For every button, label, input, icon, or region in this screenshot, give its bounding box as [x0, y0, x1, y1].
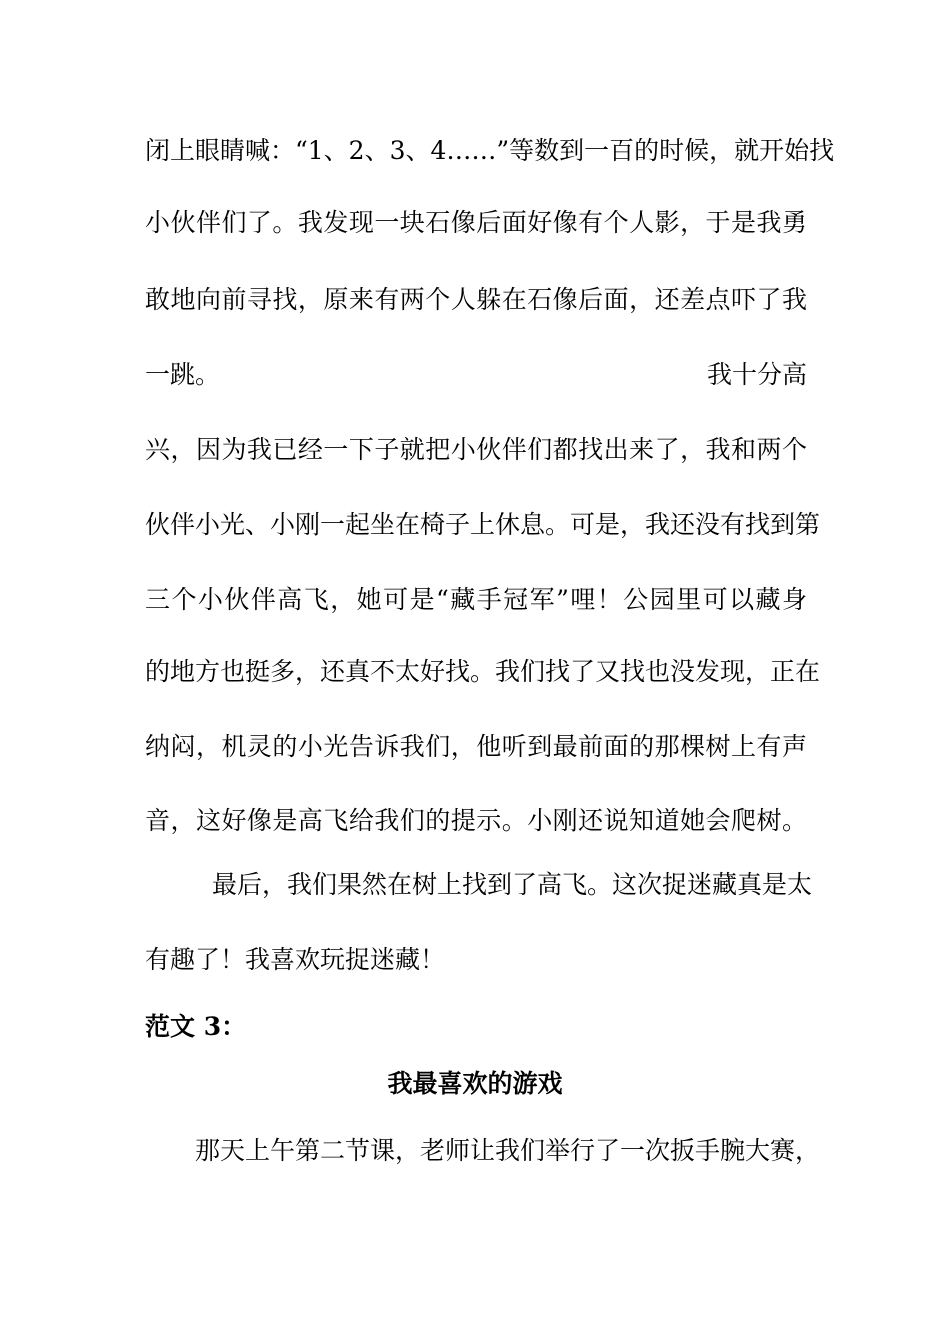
text-line-4: 一跳。 — [145, 360, 221, 389]
text-line-5: 兴，因为我已经一下子就把小伙伴们都找出来了，我和两个 — [145, 435, 807, 464]
section-label: 范文 3： — [145, 1012, 247, 1041]
essay-first-line: 那天上午第二节课，老师让我们举行了一次扳手腕大赛， — [195, 1136, 821, 1165]
text-line-10: 音，这好像是高飞给我们的提示。小刚还说知道她会爬树。 — [145, 806, 807, 835]
text-line-7: 三个小伙伴高飞，她可是“藏手冠军”哩！公园里可以藏身 — [145, 585, 807, 614]
text-line-9: 纳闷，机灵的小光告诉我们，他听到最前面的那棵树上有声 — [145, 732, 807, 761]
text-line-2: 小伙伴们了。我发现一块石像后面好像有个人影，于是我勇 — [145, 208, 807, 237]
paragraph-last-start: 最后，我们果然在树上找到了高飞。这次捉迷藏真是太 — [212, 870, 813, 899]
text-line-3: 敢地向前寻找，原来有两个人躲在石像后面，还差点吓了我 — [145, 285, 807, 314]
text-line-4-right: 我十分高 — [706, 360, 807, 389]
paragraph-last-end: 有趣了！我喜欢玩捉迷藏！ — [145, 945, 446, 974]
essay-title: 我最喜欢的游戏 — [387, 1069, 563, 1098]
text-line-1: 闭上眼睛喊：“1、2、3、4……”等数到一百的时候，就开始找 — [145, 136, 835, 165]
text-line-6: 伙伴小光、小刚一起坐在椅子上休息。可是，我还没有找到第 — [145, 510, 821, 539]
text-line-8: 的地方也挺多，还真不太好找。我们找了又找也没发现，正在 — [145, 657, 821, 686]
